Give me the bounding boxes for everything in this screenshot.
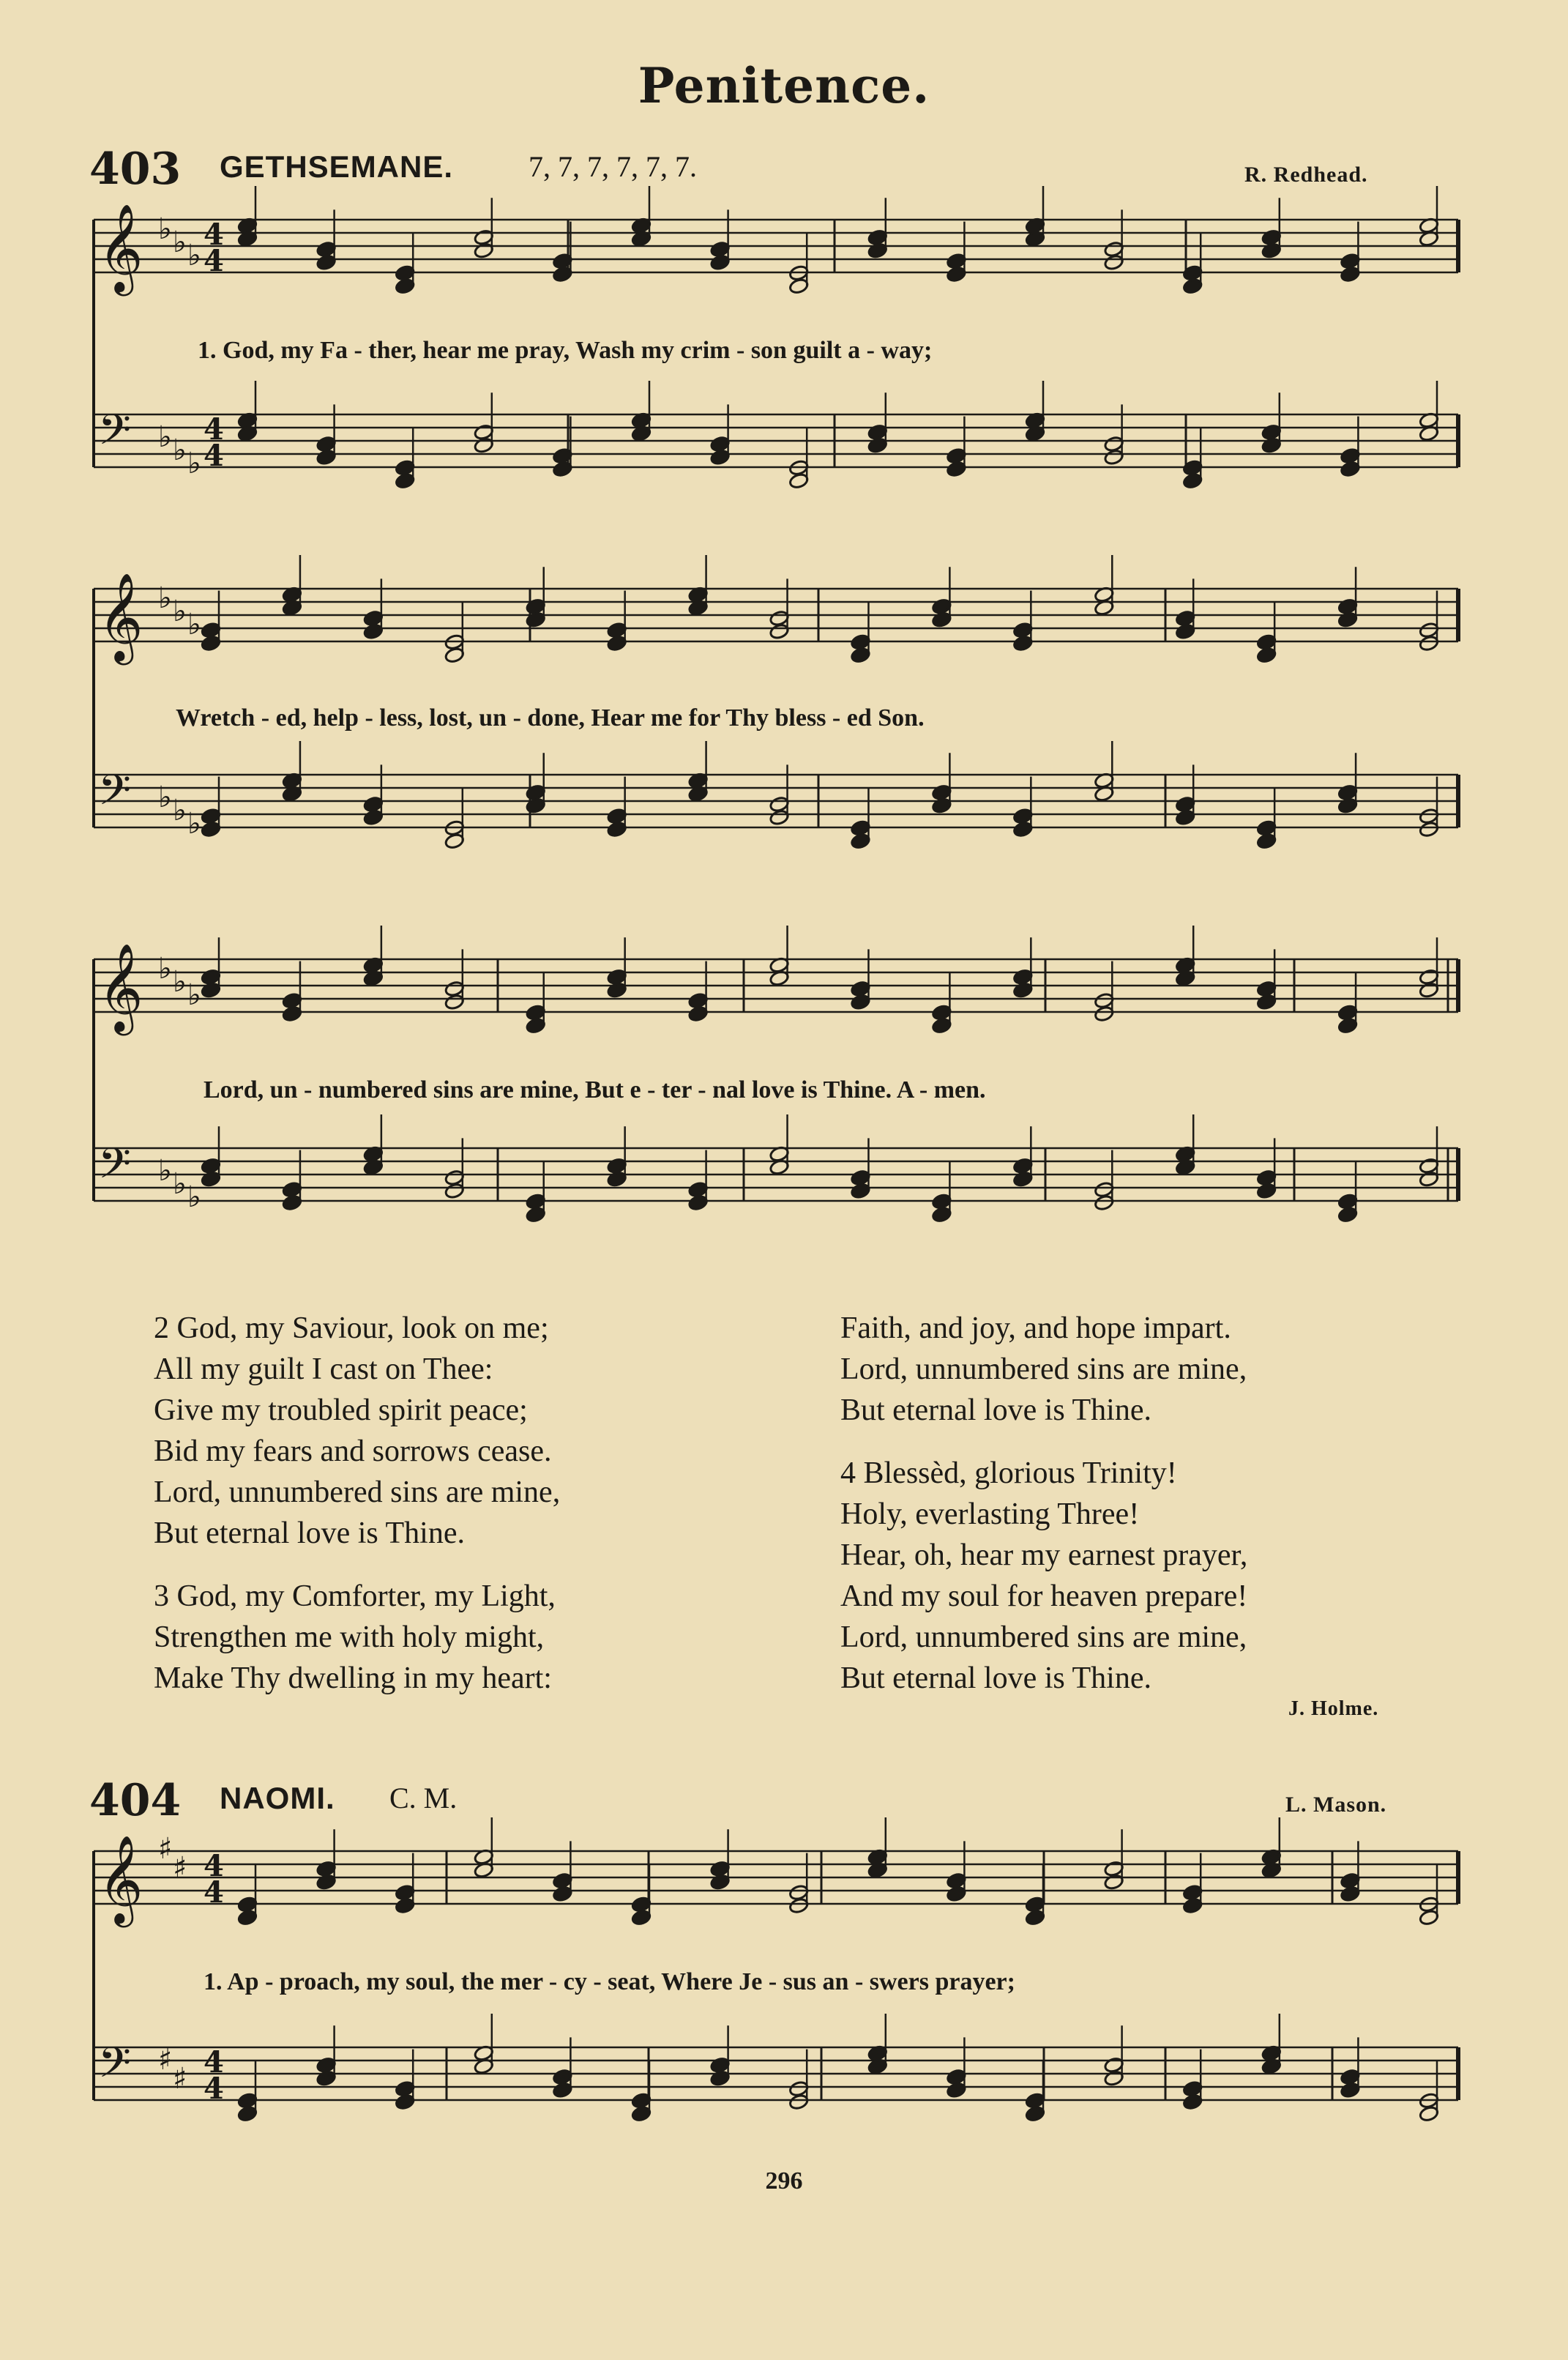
time-signature-denominator: 4 xyxy=(204,2071,224,2106)
flat-icon: ♭ xyxy=(173,1167,187,1201)
flat-icon: ♭ xyxy=(187,1180,201,1214)
flat-icon: ♭ xyxy=(158,581,172,615)
meter-404: C. M. xyxy=(389,1782,458,1814)
flat-icon: ♭ xyxy=(173,794,187,827)
tune-name-naomi: NAOMI. xyxy=(220,1781,335,1815)
author-403: J. Holme. xyxy=(1288,1697,1379,1720)
flat-icon: ♭ xyxy=(187,239,201,272)
flat-icon: ♭ xyxy=(158,952,172,986)
flat-icon: ♭ xyxy=(187,608,201,641)
bass-clef-icon: 𝄢 xyxy=(98,765,132,825)
stanza-2 xyxy=(154,1308,813,1554)
verse-line: But eternal love is Thine. xyxy=(840,1661,1151,1695)
flat-icon: ♭ xyxy=(187,447,201,480)
verse-line: Faith, and joy, and hope impart. xyxy=(840,1311,1231,1345)
verse-line: Give my troubled spirit peace; xyxy=(154,1393,528,1427)
flat-icon: ♭ xyxy=(173,965,187,999)
verses-left-column xyxy=(154,1308,813,1721)
treble-clef-icon: 𝄞 xyxy=(98,203,143,292)
bass-clef-icon: 𝄢 xyxy=(98,405,132,465)
verses-right-column xyxy=(840,1308,1485,1721)
verse-line: 4 Blessèd, glorious Trinity! xyxy=(840,1456,1177,1490)
time-signature-numerator: 4 xyxy=(204,1849,224,1883)
flat-icon: ♭ xyxy=(187,978,201,1012)
verse-line: 3 God, my Comforter, my Light, xyxy=(154,1579,556,1613)
meter-403: 7, 7, 7, 7, 7, 7. xyxy=(529,150,697,183)
sharp-icon: ♯ xyxy=(158,1832,173,1866)
stanza-3 xyxy=(154,1576,813,1699)
page-number: 296 xyxy=(765,2167,803,2195)
time-signature-denominator: 4 xyxy=(204,244,224,278)
verse-line: But eternal love is Thine. xyxy=(154,1516,465,1550)
time-signature-denominator: 4 xyxy=(204,439,224,473)
sharp-icon: ♯ xyxy=(158,2043,173,2077)
lyrics-404-line-1: 1. Ap - proach, my soul, the mer - cy - seat, Where Je - sus an - swers prayer; xyxy=(204,1968,1015,1995)
verse-line: But eternal love is Thine. xyxy=(840,1393,1151,1427)
flat-icon: ♭ xyxy=(158,781,172,814)
treble-clef-icon: 𝄞 xyxy=(98,572,143,661)
verse-line: Bid my fears and sorrows cease. xyxy=(154,1434,552,1468)
treble-clef-icon: 𝄞 xyxy=(98,942,143,1032)
verse-line: Hear, oh, hear my earnest prayer, xyxy=(840,1538,1248,1572)
flat-icon: ♭ xyxy=(173,595,187,628)
verse-line: Strengthen me with holy might, xyxy=(154,1620,545,1654)
treble-clef-icon: 𝄞 xyxy=(98,1834,143,1924)
tune-name-gethsemane: GETHSEMANE. xyxy=(220,149,454,184)
flat-icon: ♭ xyxy=(187,807,201,841)
bass-clef-icon: 𝄢 xyxy=(98,1139,132,1199)
verse-line: Lord, unnumbered sins are mine, xyxy=(154,1475,561,1509)
verse-line: 2 God, my Saviour, look on me; xyxy=(154,1311,549,1345)
time-signature-numerator: 4 xyxy=(204,2045,224,2080)
lyrics-line-1: 1. God, my Fa - ther, hear me pray, Wash my crim - son guilt a - way; xyxy=(198,337,933,364)
sharp-icon: ♯ xyxy=(173,2062,187,2096)
stanza-4 xyxy=(840,1453,1485,1699)
verse-line: Lord, unnumbered sins are mine, xyxy=(840,1352,1247,1386)
time-signature-numerator: 4 xyxy=(204,412,224,447)
time-signature-numerator: 4 xyxy=(204,217,224,252)
hymn-number-403: 403 xyxy=(89,144,182,195)
verse-line: Lord, unnumbered sins are mine, xyxy=(840,1620,1247,1654)
flat-icon: ♭ xyxy=(158,212,172,246)
verse-line: Holy, everlasting Three! xyxy=(840,1497,1140,1531)
flat-icon: ♭ xyxy=(158,1154,172,1188)
sharp-icon: ♯ xyxy=(173,1851,187,1885)
lyrics-line-2: Wretch - ed, help - less, lost, un - done, Hear me for Thy bless - ed Son. xyxy=(176,704,925,732)
verse-line: Make Thy dwelling in my heart: xyxy=(154,1661,552,1695)
flat-icon: ♭ xyxy=(173,433,187,467)
flat-icon: ♭ xyxy=(173,226,187,259)
stanza-3-cont xyxy=(840,1308,1485,1431)
composer-403: R. Redhead. xyxy=(1244,163,1368,187)
verse-line: And my soul for heaven prepare! xyxy=(840,1579,1248,1613)
composer-404: L. Mason. xyxy=(1285,1793,1387,1817)
hymn-number-404: 404 xyxy=(89,1775,182,1826)
flat-icon: ♭ xyxy=(158,420,172,454)
verse-line: All my guilt I cast on Thee: xyxy=(154,1352,493,1386)
section-title: Penitence. xyxy=(638,57,930,114)
bass-clef-icon: 𝄢 xyxy=(98,2038,132,2098)
time-signature-denominator: 4 xyxy=(204,1875,224,1910)
lyrics-line-3: Lord, un - numbered sins are mine, But e - ter - nal love is Thine. A - men. xyxy=(204,1076,986,1103)
